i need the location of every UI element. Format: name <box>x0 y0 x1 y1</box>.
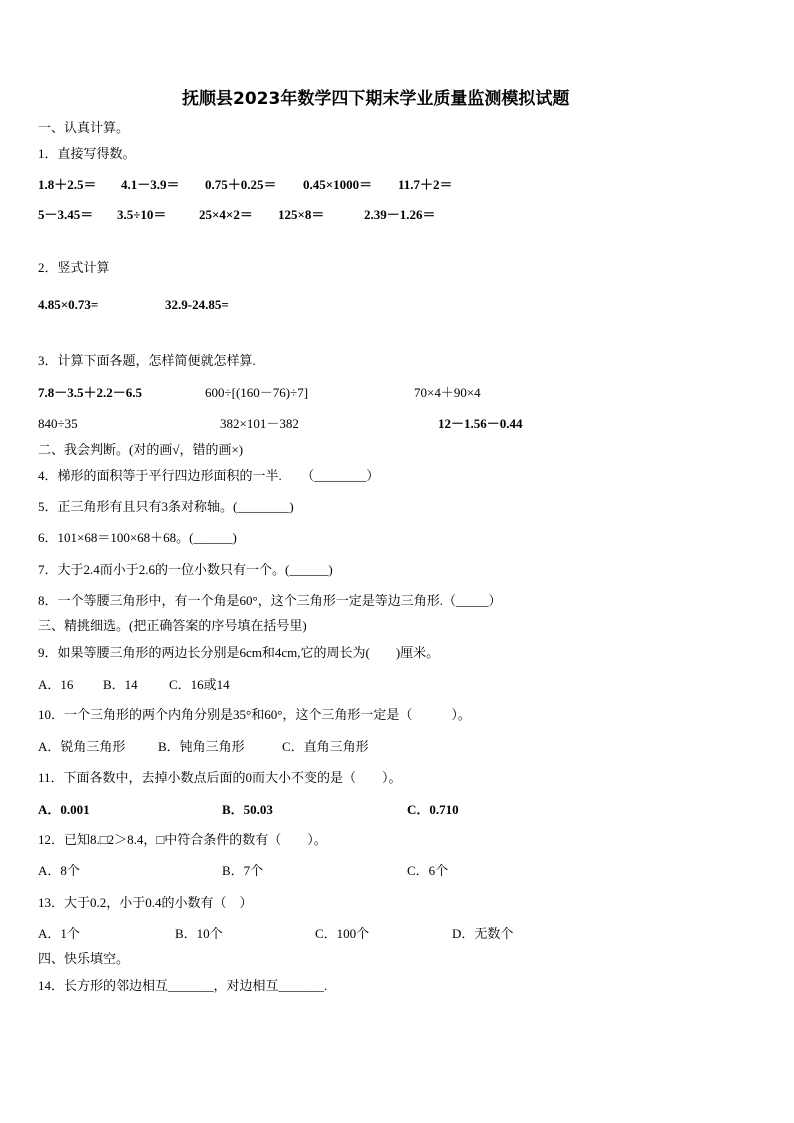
question-6: 6．101×68＝100×68＋68。(______) <box>38 530 237 545</box>
q3-item: 7.8－3.5＋2.2－6.5 <box>38 385 143 400</box>
q2-item: 32.9-24.85= <box>165 297 229 312</box>
question-9: 9．如果等腰三角形的两边长分别是6cm和4cm,它的周长为( )厘米。 <box>38 645 440 660</box>
q1-item: 5－3.45＝ <box>38 207 94 222</box>
q12-option: B．7个 <box>222 863 264 878</box>
q10-option: B．钝角三角形 <box>158 739 245 754</box>
q3-item: 70×4＋90×4 <box>414 385 481 400</box>
section-2-heading: 二、我会判断。(对的画√，错的画×) <box>38 442 244 457</box>
question-5: 5．正三角形有且只有3条对称轴。(________) <box>38 499 294 514</box>
q1-item: 11.7＋2＝ <box>398 177 453 192</box>
q12-option: A．8个 <box>38 863 80 878</box>
q2-item: 4.85×0.73= <box>38 297 99 312</box>
question-14: 14．长方形的邻边相互_______，对边相互_______. <box>38 978 328 993</box>
q10-option: C．直角三角形 <box>282 739 369 754</box>
section-4-heading: 四、快乐填空。 <box>38 951 130 966</box>
page-title: 抚顺县2023年数学四下期末学业质量监测模拟试题 <box>182 89 570 109</box>
q1-item: 1.8＋2.5＝ <box>38 177 97 192</box>
q11-option: A．0.001 <box>38 802 90 817</box>
question-2-label: 2．竖式计算 <box>38 260 110 275</box>
q9-option: B．14 <box>103 677 138 692</box>
question-3-label: 3．计算下面各题，怎样简便就怎样算. <box>38 353 256 368</box>
q11-option: C．0.710 <box>407 802 459 817</box>
section-3-heading: 三、精挑细选。(把正确答案的序号填在括号里) <box>38 618 307 633</box>
q9-option: A．16 <box>38 677 74 692</box>
q1-item: 2.39－1.26＝ <box>364 207 436 222</box>
q13-option: C．100个 <box>315 926 370 941</box>
q3-item: 840÷35 <box>38 416 78 431</box>
question-12: 12．已知8.□2＞8.4，□中符合条件的数有（ ）。 <box>38 832 327 847</box>
q1-item: 25×4×2＝ <box>199 207 253 222</box>
q1-item: 125×8＝ <box>278 207 325 222</box>
q3-item: 382×101－382 <box>220 416 299 431</box>
q13-option: D．无数个 <box>452 926 514 941</box>
section-1-heading: 一、认真计算。 <box>38 120 130 135</box>
question-8: 8．一个等腰三角形中，有一个角是60°，这个三角形一定是等边三角形.（_____） <box>38 593 502 608</box>
q3-item: 600÷[(160－76)÷7] <box>205 385 309 400</box>
q13-option: B．10个 <box>175 926 223 941</box>
q13-option: A．1个 <box>38 926 80 941</box>
q1-item: 0.75＋0.25＝ <box>205 177 277 192</box>
q3-item: 12－1.56－0.44 <box>438 416 523 431</box>
q9-option: C．16或14 <box>169 677 230 692</box>
question-7: 7．大于2.4而小于2.6的一位小数只有一个。(______) <box>38 562 333 577</box>
question-13: 13．大于0.2，小于0.4的小数有（ ） <box>38 895 253 910</box>
q12-option: C．6个 <box>407 863 449 878</box>
question-1-label: 1．直接写得数。 <box>38 146 136 161</box>
q1-item: 0.45×1000＝ <box>303 177 373 192</box>
question-10: 10．一个三角形的两个内角分别是35°和60°，这个三角形一定是（ ）。 <box>38 707 471 722</box>
q11-option: B．50.03 <box>222 802 273 817</box>
q1-item: 3.5÷10＝ <box>117 207 167 222</box>
q1-item: 4.1－3.9＝ <box>121 177 180 192</box>
q10-option: A．锐角三角形 <box>38 739 126 754</box>
question-4: 4．梯形的面积等于平行四边形面积的一半. （________） <box>38 468 380 483</box>
question-11: 11．下面各数中，去掉小数点后面的0而大小不变的是（ ）。 <box>38 770 402 785</box>
